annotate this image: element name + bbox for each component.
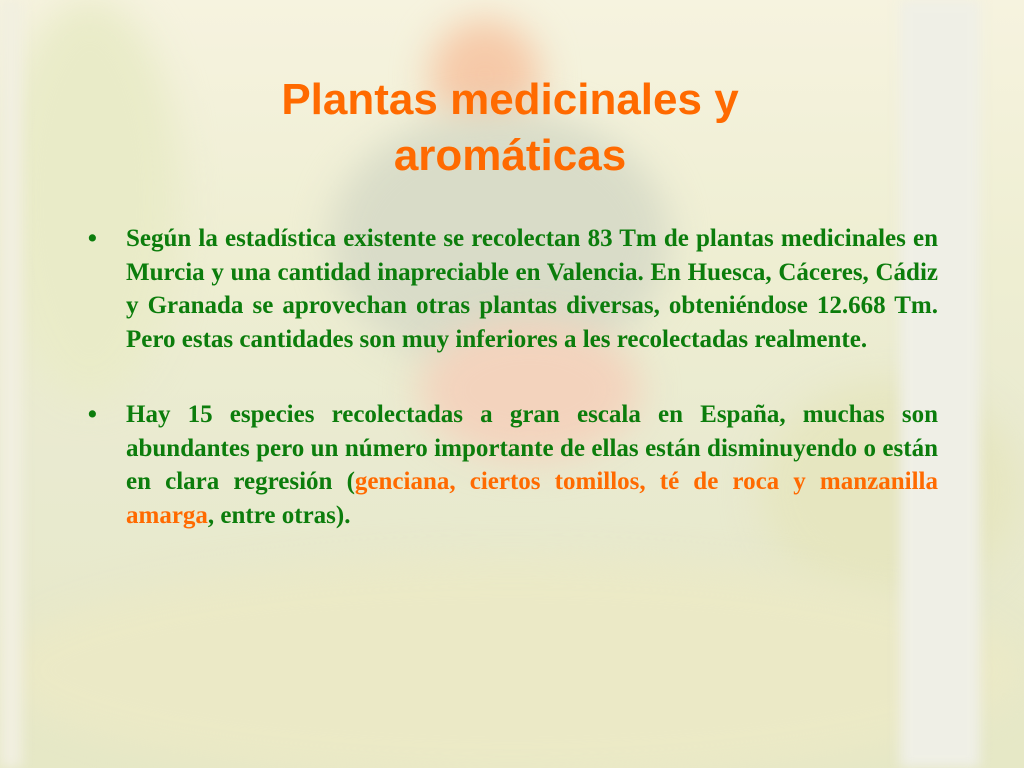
title-line-1: Plantas medicinales y (281, 75, 739, 124)
bullet-list (88, 222, 938, 574)
bullet-text-suffix: , entre otras). (207, 501, 351, 529)
bullet-text: Según la estadística existente se recolectan 83 Tm de plantas medicinales en Murcia y una cantidad inapreciable en Valencia. En Huesca, Cáceres, Cádiz y Granada se aprovechan otras plantas diversas, obteniéndose 12.668 Tm. Pero estas cantidades son muy inferiores a les recolectadas realmente. (126, 225, 938, 353)
bullet-item-species (88, 398, 938, 532)
bullet-marker: • (88, 224, 97, 252)
bullet-marker: • (88, 400, 97, 428)
bullet-item-statistics (88, 222, 938, 356)
slide-title (120, 72, 900, 184)
bullet-text-prefix: Hay 15 especies recolectadas a gran escala en España, muchas son abundantes pero un número importante de ellas están disminuyendo o están en clara regresión ( (126, 401, 938, 495)
title-line-2: aromáticas (393, 131, 627, 180)
species-highlight: genciana, ciertos tomillos, té de roca y manzanilla amarga (126, 468, 938, 529)
